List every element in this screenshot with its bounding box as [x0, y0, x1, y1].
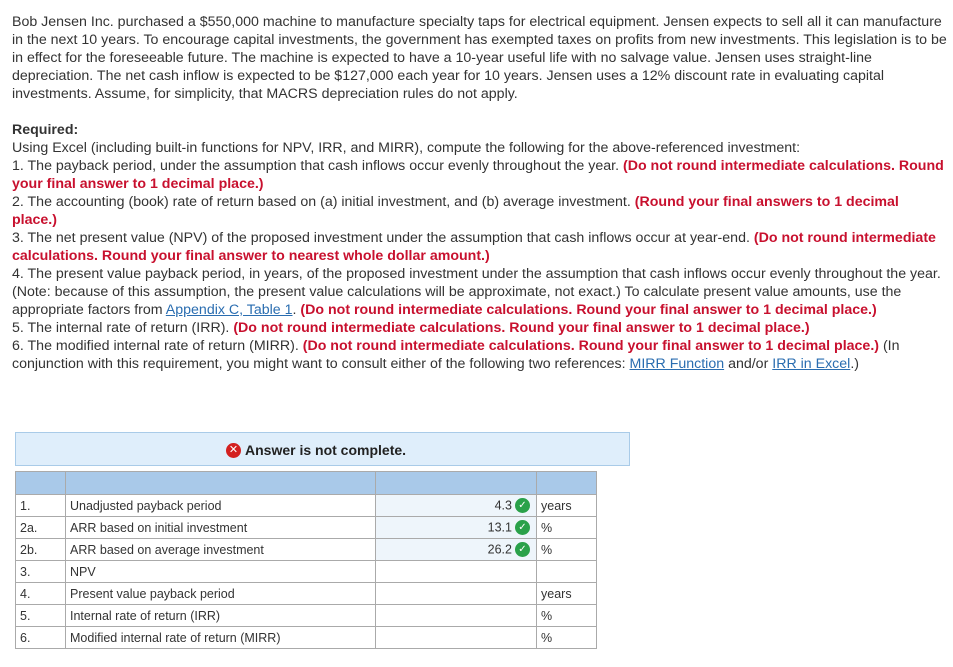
and-or-text: and/or [728, 356, 769, 372]
answer-input[interactable] [376, 495, 537, 517]
answer-table [15, 471, 597, 649]
row-number: 4. [16, 583, 66, 605]
answer-value: 4.3 [494, 498, 512, 513]
row-number: 5. [16, 605, 66, 627]
answer-input[interactable] [376, 627, 537, 649]
row-label: ARR based on average investment [66, 539, 376, 561]
checkmark-icon: ✓ [515, 520, 530, 535]
row-number: 1. [16, 495, 66, 517]
answer-input[interactable] [376, 583, 537, 605]
row-number: 2b. [16, 539, 66, 561]
table-row [16, 583, 597, 605]
answer-status-banner [15, 432, 630, 466]
checkmark-icon: ✓ [515, 498, 530, 513]
requirement-1 [12, 157, 947, 193]
requirement-5 [12, 319, 947, 337]
table-header-row [16, 472, 597, 495]
table-row [16, 561, 597, 583]
req1-note: (Do not round intermediate calculations. Round your final answer to 1 decimal place.) [12, 158, 944, 192]
row-unit: years [537, 495, 597, 517]
answer-value: 13.1 [487, 520, 512, 535]
requirement-4: 4. The present value payback period, in years, of the proposed investment under the assumption that cash inflows occur evenly throughout the year. (Note: because of this assumption, the present value calculations will be approximate, not exact.) To calculate present value amounts, use the appropriate factors from Appendix C, Table 1. (Do not round intermediate calculations. Round your final answer to 1 decimal place.) [12, 266, 941, 318]
row-unit: % [537, 627, 597, 649]
row-label: ARR based on initial investment [66, 517, 376, 539]
row-label: NPV [66, 561, 376, 583]
checkmark-icon: ✓ [515, 542, 530, 557]
req4-text: 4. The present value payback period, in years, of the proposed investment under the assumption that cash inflows occur evenly throughout the year. (Note: because of this assumption, the present value calculations will be approximate, not exact.) To calculate present value amounts, use the appropriate factors from [12, 266, 941, 318]
answer-status-text: Answer is not complete. [245, 442, 407, 458]
row-unit: % [537, 539, 597, 561]
req6-text: 6. The modified internal rate of return (MIRR). [12, 338, 299, 354]
req2-note: (Round your final answers to 1 decimal place.) [12, 194, 899, 228]
closing-text: .) [850, 356, 859, 372]
req1-text: 1. The payback period, under the assumption that cash inflows occur evenly throughout the year. [12, 158, 620, 174]
req3-text: 3. The net present value (NPV) of the proposed investment under the assumption that cash inflows occur at year-end. [12, 230, 750, 246]
table-row [16, 539, 597, 561]
row-number: 3. [16, 561, 66, 583]
row-unit: % [537, 605, 597, 627]
row-number: 2a. [16, 517, 66, 539]
irr-in-excel-link[interactable]: IRR in Excel [772, 356, 851, 372]
row-label: Present value payback period [66, 583, 376, 605]
x-circle-icon: ✕ [226, 443, 241, 458]
row-unit [537, 561, 597, 583]
answer-value: 26.2 [487, 542, 512, 557]
requirement-6 [12, 337, 947, 373]
req2-text: 2. The accounting (book) rate of return based on (a) initial investment, and (b) average investment. [12, 194, 631, 210]
answer-input[interactable] [376, 539, 537, 561]
answer-input[interactable] [376, 517, 537, 539]
appendix-c-link[interactable]: Appendix C, Table 1 [165, 302, 293, 318]
req3-note: (Do not round intermediate calculations. Round your final answer to nearest whole dollar amount.) [12, 230, 936, 264]
row-label: Internal rate of return (IRR) [66, 605, 376, 627]
requirement-3 [12, 229, 947, 265]
answer-input[interactable] [376, 605, 537, 627]
mirr-function-link[interactable]: MIRR Function [629, 356, 725, 372]
req6-extra: (In conjunction with this requirement, you might want to consult either of the following two references: [12, 338, 900, 372]
table-row [16, 627, 597, 649]
required-intro: Using Excel (including built-in functions for NPV, IRR, and MIRR), compute the following for the above-referenced investment: [12, 140, 801, 156]
answer-rows [16, 495, 597, 649]
req4-note: (Do not round intermediate calculations. Round your final answer to 1 decimal place.) [300, 302, 877, 318]
req6-note: (Do not round intermediate calculations. Round your final answer to 1 decimal place.) [302, 338, 879, 354]
answer-input[interactable] [376, 561, 537, 583]
problem-intro: Bob Jensen Inc. purchased a $550,000 machine to manufacture specialty taps for electrical equipment. Jensen expects to sell all it can manufacture in the next 10 years. To encourage capital investments, the government has exempted taxes on profits from new investments. This legislation is to be in effect for the foreseeable future. The machine is expected to have a 10-year useful life with no salvage value. Jensen uses straight-line depreciation. The net cash inflow is expected to be $127,000 each year for 10 years. Jensen uses a 12% discount rate in evaluating capital investments. Assume, for simplicity, that MACRS depreciation rules do not apply. [12, 14, 947, 102]
table-row [16, 495, 597, 517]
req5-text: 5. The internal rate of return (IRR). [12, 320, 230, 336]
row-unit: years [537, 583, 597, 605]
row-number: 6. [16, 627, 66, 649]
row-unit: % [537, 517, 597, 539]
row-label: Modified internal rate of return (MIRR) [66, 627, 376, 649]
table-row [16, 517, 597, 539]
table-row [16, 605, 597, 627]
row-label: Unadjusted payback period [66, 495, 376, 517]
requirement-2 [12, 193, 947, 229]
req5-note: (Do not round intermediate calculations. Round your final answer to 1 decimal place.) [233, 320, 810, 336]
problem-text [12, 13, 947, 373]
required-heading: Required: [12, 122, 79, 138]
